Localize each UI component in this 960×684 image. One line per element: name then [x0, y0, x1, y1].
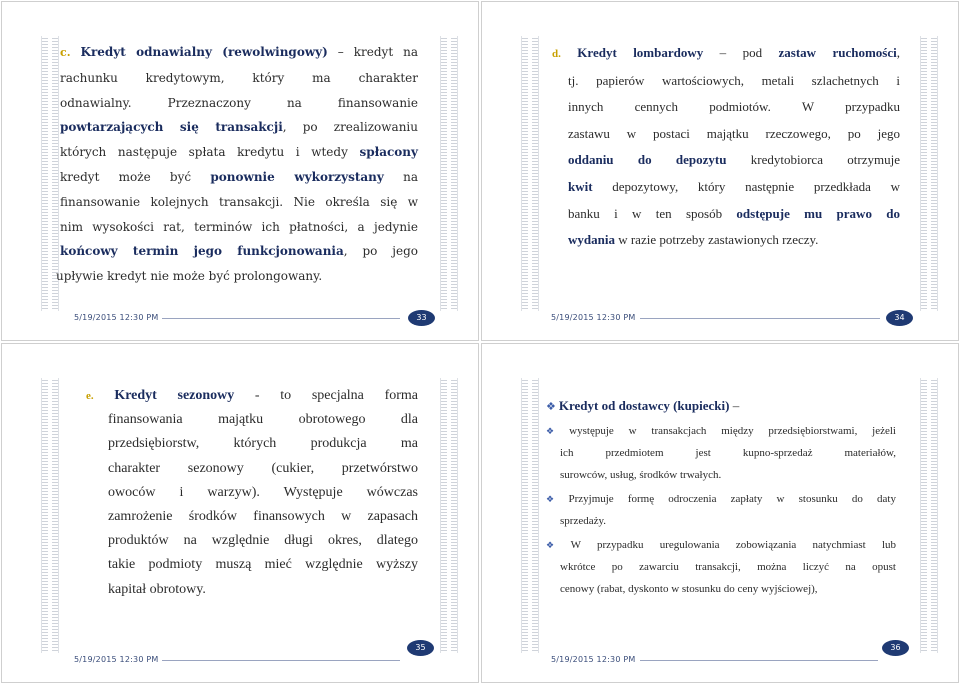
text-line: zastawu w postaci majątku rzeczowego, po jego [568, 125, 900, 141]
text-line: których następuje spłata kredytu i wtedy spłacony [60, 145, 418, 160]
slide-35-body [86, 384, 418, 602]
text-line: takie podmioty muszą mieć względnie wyższy [108, 557, 418, 573]
diamond-bullet-icon: ❖ [546, 540, 568, 550]
diamond-bullet-icon: ❖ [546, 401, 556, 413]
text-line: odnawialny. Przeznaczony na finansowanie [60, 95, 418, 110]
slide-34 [481, 1, 959, 341]
text-line: upływie kredyt nie może być prolongowany. [56, 269, 323, 284]
text-line: d. Kredyt lombardowy – pod zastaw ruchomości, [552, 45, 900, 60]
text-line: końcowy termin jego funkcjonowania, po jego [60, 244, 419, 259]
diamond-bullet-icon: ❖ [546, 494, 566, 504]
footer-rule [162, 318, 400, 319]
list-item: ❖ występuje w transakcjach między przedsiębiorstwami, jeżeli ich przedmiotem jest kupno-sprzedaż materiałów, surowców, usług, środków trwałych. [546, 425, 896, 481]
text-line: rachunku kredytowym, który ma charakter [60, 70, 418, 85]
text-line: finansowania majątku obrotowego dla [108, 412, 418, 428]
slide-34-body [552, 40, 901, 254]
text-line: kredyt może być ponownie wykorzystany na [60, 169, 418, 184]
decorative-strip-left [521, 378, 539, 653]
footer-date: 5/19/2015 12:30 PM [74, 313, 159, 322]
footer-rule [640, 660, 878, 661]
text-line: finansowanie kolejnych transakcji. Nie określa się w [60, 194, 418, 209]
decorative-strip-right [920, 378, 938, 653]
decorative-strip-left [521, 36, 539, 311]
bullet-list [546, 420, 896, 600]
decorative-strip-right [920, 36, 938, 311]
page-number: 34 [886, 310, 913, 326]
text-line: banku i w ten sposób odstępuje mu prawo do [568, 205, 901, 221]
text-line: produktów na względnie długi okres, dlatego [108, 533, 418, 549]
footer-date: 5/19/2015 12:30 PM [551, 313, 636, 322]
decorative-strip-left [41, 378, 59, 653]
list-item: ❖ Przyjmuje formę odroczenia zapłaty w stosunku do daty sprzedaży. [546, 493, 896, 527]
text-line: e. Kredyt sezonowy - to specjalna forma [86, 388, 418, 403]
slide-36-body [546, 398, 896, 600]
text-line: powtarzających się transakcji, po zrealizowaniu [60, 120, 418, 135]
text-line: kwit depozytowy, który następnie przedkłada w [568, 178, 900, 194]
text-line: charakter sezonowy (cukier, przetwórstwo [108, 460, 418, 476]
text-line: oddaniu do depozytu kredytobiorca otrzymuje [568, 152, 900, 168]
text-line: przedsiębiorstw, których produkcja ma [108, 436, 418, 452]
list-item: ❖ W przypadku uregulowania zobowiązania natychmiast lub wkrótce po zawarciu transakcji, można liczyć na opust cenowy (rabat, dyskonto w stosunku do ceny wyjściowej), [546, 539, 896, 595]
page-number: 35 [407, 640, 434, 656]
page-number: 36 [882, 640, 909, 656]
slide-35 [1, 343, 479, 683]
decorative-strip-right [440, 378, 458, 653]
page-number: 33 [408, 310, 435, 326]
text-line: kapitał obrotowy. [108, 581, 206, 597]
slide-33 [1, 1, 479, 341]
footer-rule [640, 318, 880, 319]
text-line: zamrożenie środków finansowych w zapasach [108, 509, 418, 525]
footer-date: 5/19/2015 12:30 PM [551, 655, 636, 664]
text-line: owoców i warzyw). Występuje wówczas [108, 484, 418, 500]
footer-date: 5/19/2015 12:30 PM [74, 655, 159, 664]
text-line: nim wysokości rat, terminów ich płatności, a jedynie [60, 219, 418, 234]
text-line: c. Kredyt odnawialny (rewolwingowy) – kredyt na [60, 45, 418, 59]
slide-36-heading: ❖ Kredyt od dostawcy (kupiecki) – [546, 398, 740, 413]
text-line: tj. papierów wartościowych, metali szlachetnych i [568, 72, 900, 88]
slide-33-body [56, 40, 419, 289]
footer-rule [162, 660, 400, 661]
text-line: innych cennych podmiotów. W przypadku [568, 99, 900, 115]
decorative-strip-right [440, 36, 458, 311]
diamond-bullet-icon: ❖ [546, 426, 567, 436]
text-line: wydania w razie potrzeby zastawionych rzeczy. [568, 232, 819, 248]
slide-36 [481, 343, 959, 683]
